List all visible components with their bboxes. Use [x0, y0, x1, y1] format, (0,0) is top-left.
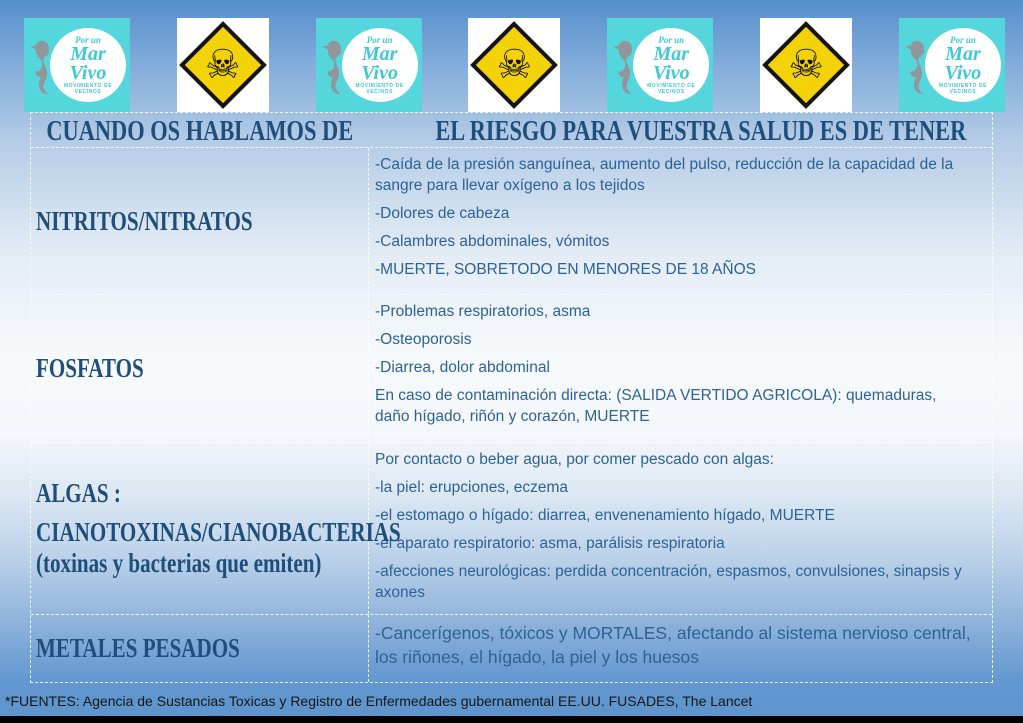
skull-crossbones-icon: ☠	[788, 42, 825, 88]
mar-vivo-text-sub1: MOVIMIENTO DE	[647, 83, 696, 89]
title-riesgo-salud: EL RIESGO PARA VUESTRA SALUD ES DE TENER	[435, 115, 967, 147]
label-cell-nitritos	[31, 148, 369, 294]
mar-vivo-circle	[50, 28, 126, 102]
mar-vivo-text-sub1: MOVIMIENTO DE	[938, 83, 988, 89]
mar-vivo-circle	[342, 28, 418, 102]
seahorse-icon	[321, 40, 347, 96]
mar-vivo-text-top: Por un	[366, 35, 393, 45]
mar-vivo-text-sub1: MOVIMIENTO DE	[63, 83, 113, 89]
effect-item: -Cancerígenos, tóxicos y MORTALES, afectando al sistema nervioso central, los riñones, el hígado, la piel y los huesos	[375, 623, 971, 668]
mar-vivo-logo	[316, 18, 422, 112]
effect-item: En caso de contaminación directa: (SALIDA VERTIDO AGRICOLA): quemaduras, daño hígado, riñón y corazón, MUERTE	[375, 387, 937, 426]
skull-warning-sign	[177, 18, 269, 112]
effect-item: Por contacto o beber agua, por comer pescado con algas:	[375, 450, 774, 468]
effect-item: -Caída de la presión sanguínea, aumento del pulso, reducción de la capacidad de la sangre para llevar oxígeno a los tejidos	[375, 155, 954, 194]
mar-vivo-circle	[925, 28, 1001, 102]
mar-vivo-text-top: Por un	[658, 35, 685, 45]
skull-crossbones-icon: ☠	[496, 42, 533, 88]
mar-vivo-text-mar: Mar	[945, 43, 981, 65]
effect-item: -Dolores de cabeza	[375, 204, 510, 222]
effects-cell-metales	[369, 615, 992, 682]
label-cell-metales	[31, 615, 369, 682]
row-label: FOSFATOS	[36, 353, 144, 384]
mar-vivo-text-sub2: VECINOS	[657, 89, 685, 95]
mar-vivo-text-vivo: Vivo	[944, 62, 982, 84]
mar-vivo-text-sub1: MOVIMIENTO DE	[355, 83, 404, 89]
seahorse-icon	[612, 40, 638, 96]
effects-cell-fosfatos	[369, 295, 992, 441]
mar-vivo-text-sub2: VECINOS	[949, 89, 977, 95]
mar-vivo-text-sub2: VECINOS	[366, 89, 394, 95]
mar-vivo-logo	[24, 18, 130, 112]
logo-row	[24, 18, 1005, 112]
label-cell-algas	[31, 443, 401, 614]
row-label: CIANOTOXINAS/CIANOBACTERIAS	[36, 517, 401, 548]
table-row-algas	[31, 443, 992, 615]
effect-item: -MUERTE, SOBRETODO EN MENORES DE 18 AÑOS	[375, 260, 756, 278]
skull-crossbones-icon: ☠	[204, 42, 241, 88]
effects-cell-nitritos	[369, 148, 992, 294]
mar-vivo-text-vivo: Vivo	[69, 62, 107, 84]
row-label: ALGAS :	[36, 478, 121, 509]
row-label: (toxinas y bacterias que emiten)	[36, 548, 322, 579]
bottom-black-bar	[0, 716, 1023, 723]
skull-warning-sign	[760, 18, 852, 112]
mar-vivo-text-mar: Mar	[361, 43, 398, 65]
effect-item: -Diarrea, dolor abdominal	[375, 359, 550, 377]
effect-item: -afecciones neurológicas: perdida concentración, espasmos, convulsiones, sinapsis y axones	[375, 562, 962, 601]
effect-item: -la piel: erupciones, eczema	[375, 478, 568, 496]
mar-vivo-text-mar: Mar	[70, 43, 106, 65]
skull-warning-sign	[468, 18, 560, 112]
risks-table	[30, 112, 993, 683]
table-row-fosfatos	[31, 295, 992, 442]
title-cuando-hablamos: CUANDO OS HABLAMOS DE	[46, 115, 354, 147]
header-cell-left	[31, 113, 369, 147]
seahorse-icon	[29, 40, 55, 96]
effect-item: -Problemas respiratorios, asma	[375, 303, 591, 321]
table-row-nitritos	[31, 148, 992, 295]
effect-item: -Osteoporosis	[375, 331, 472, 349]
row-label: METALES PESADOS	[36, 633, 240, 664]
mar-vivo-logo	[607, 18, 713, 112]
effect-item: -el aparato respiratorio: asma, parálisis respiratoria	[375, 534, 725, 552]
header-cell-right	[369, 113, 1023, 147]
mar-vivo-text-vivo: Vivo	[652, 62, 690, 84]
sources-footnote: *FUENTES: Agencia de Sustancias Toxicas y Registro de Enfermedades gubernamental EE.UU. FUSADES, The Lancet	[5, 693, 753, 709]
mar-vivo-circle	[633, 28, 709, 102]
mar-vivo-text-sub2: VECINOS	[74, 89, 102, 95]
mar-vivo-text-mar: Mar	[653, 43, 690, 65]
mar-vivo-logo	[899, 18, 1005, 112]
mar-vivo-text-top: Por un	[950, 35, 976, 45]
mar-vivo-text-top: Por un	[75, 35, 101, 45]
mar-vivo-text-vivo: Vivo	[361, 62, 398, 84]
label-cell-fosfatos	[31, 295, 369, 441]
table-row-metales	[31, 615, 992, 682]
row-label: NITRITOS/NITRATOS	[36, 205, 253, 236]
table-header-row	[31, 113, 992, 148]
effect-item: -Calambres abdominales, vómitos	[375, 232, 610, 250]
effects-cell-algas	[369, 443, 992, 614]
seahorse-icon	[904, 40, 930, 96]
effect-item: -el estomago o hígado: diarrea, envenenamiento hígado, MUERTE	[375, 506, 835, 524]
